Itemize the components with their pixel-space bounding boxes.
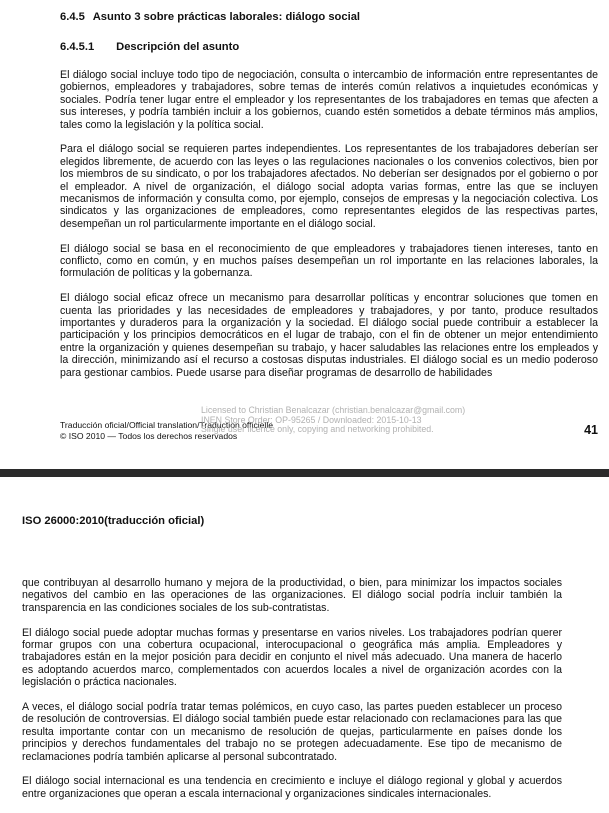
watermark-line: Single user licence only, copying and networking prohibited. bbox=[201, 424, 434, 435]
paragraph: El diálogo social eficaz ofrece un mecanismo para desarrollar políticas y encontrar soluciones que tomen en cuenta las prioridades y las necesidades de empleadores y trabajadores, y por tanto, produce resultados importantes y duraderos para la organización y la sociedad. El diálogo social puede contribuir a establecer la participación y los principios democráticos en el lugar de trabajo, con el fin de obtener un mejor entendimiento entre la organización y quienes desempeñan su trabajo, y hacer saludables las relaciones entre los empleados y la dirección, minimizando así el recurso a costosas disputas industriales. El diálogo social es un medio poderoso para gestionar cambios. Puede usarse para diseñar programas de desarrollo de habilidades bbox=[60, 292, 598, 379]
page-number: 41 bbox=[584, 423, 598, 437]
page1-body bbox=[60, 69, 598, 392]
running-header: ISO 26000:2010(traducción oficial) bbox=[22, 515, 205, 527]
paragraph: El diálogo social se basa en el reconocimiento de que empleadores y trabajadores tienen intereses, tanto en conflicto, como en común, y en muchos países desempeñan un rol importante en las relaciones laborales, la formulación de políticas y la gobernanza. bbox=[60, 242, 598, 280]
page-separator bbox=[0, 469, 609, 477]
subsection-title: Descripción del asunto bbox=[116, 41, 240, 53]
paragraph: A veces, el diálogo social podría tratar temas polémicos, en cuyo caso, las partes pueden establecer un proceso de resolución de controversias. El diálogo social también puede estar relacionado con reclamaciones para las que resulta importante contar con un mecanismo de resolución de quejas, particularmente en países donde los principios y derechos fundamentales del trabajo no se protegen adecuadamente. Ese tipo de mecanismo de reclamaciones podría también aplicarse al personal subcontratado. bbox=[22, 701, 562, 763]
copyright-notice: © ISO 2010 — Todos los derechos reservados bbox=[60, 431, 238, 441]
subsection-number: 6.4.5.1 bbox=[60, 41, 95, 53]
watermark-line: INEN Store Order: OP-95265 / Downloaded: 2015-10-13 bbox=[201, 414, 422, 425]
paragraph: El diálogo social internacional es una tendencia en crecimiento e incluye el diálogo regional y global y acuerdos entre organizaciones que operan a escala internacional y organizaciones sindicales internacionales. bbox=[22, 775, 562, 800]
paragraph: Para el diálogo social se requieren partes independientes. Los representantes de los trabajadores deberían ser elegidos libremente, de acuerdo con las leyes o las regulaciones nacionales o los convenios colectivos, bien por los miembros de su sindicato, o por los trabajadores afectados. No deberían ser designados por el gobierno o por el empleador. A nivel de organización, el diálogo social adopta varias formas, entre las que se incluyen mecanismos de información y consulta como, por ejemplo, consejos de empresas y la negociación colectiva. Los sindicatos y las organizaciones de empleadores, como representantes elegidos de las respectivas partes, desempeñan un rol particularmente importante en el diálogo social. bbox=[60, 143, 598, 230]
page2-body bbox=[22, 577, 562, 813]
paragraph: El diálogo social incluye todo tipo de negociación, consulta o intercambio de información entre representantes de gobiernos, empleadores y trabajadores, sobre temas de interés común relativos a inquietudes económicas y sociales. Podría tener lugar entre el empleador y los representantes de los trabajadores en temas que afecten a sus intereses, y podría también incluir a los gobiernos, cuando estén sometidos a debate términos más amplios, tales como la legislación y la política social. bbox=[60, 69, 598, 131]
section-heading bbox=[60, 11, 360, 23]
section-title: Asunto 3 sobre prácticas laborales: diálogo social bbox=[92, 11, 361, 23]
translation-notice: Traducción oficial/Official translation/Traduction officielle bbox=[60, 420, 274, 430]
paragraph: que contribuyan al desarrollo humano y mejora de la productividad, o bien, para minimizar los impactos sociales negativos del cambio en las operaciones de las organizaciones. El diálogo social podría incluir también la transparencia en las condiciones sociales de los sub-contratistas. bbox=[22, 577, 562, 614]
section-number: 6.4.5 bbox=[60, 11, 85, 23]
license-watermark bbox=[201, 406, 465, 435]
watermark-line: Licensed to Christian Benalcazar (christian.benalcazar@gmail.com) bbox=[201, 405, 466, 415]
document-page-42 bbox=[0, 477, 609, 802]
paragraph: El diálogo social puede adoptar muchas formas y presentarse en varios niveles. Los trabajadores podrían querer formar grupos con una cobertura ocupacional, interocupacional o geográfica más amplia. Empleadores y trabajadores están en la mejor posición para decidir en conjunto el nivel más adecuado. Una manera de hacerlo es adoptando acuerdos marco, complementados con acuerdos locales a nivel de organización acordes con la legislación o práctica nacionales. bbox=[22, 626, 562, 689]
subsection-heading bbox=[60, 41, 239, 53]
